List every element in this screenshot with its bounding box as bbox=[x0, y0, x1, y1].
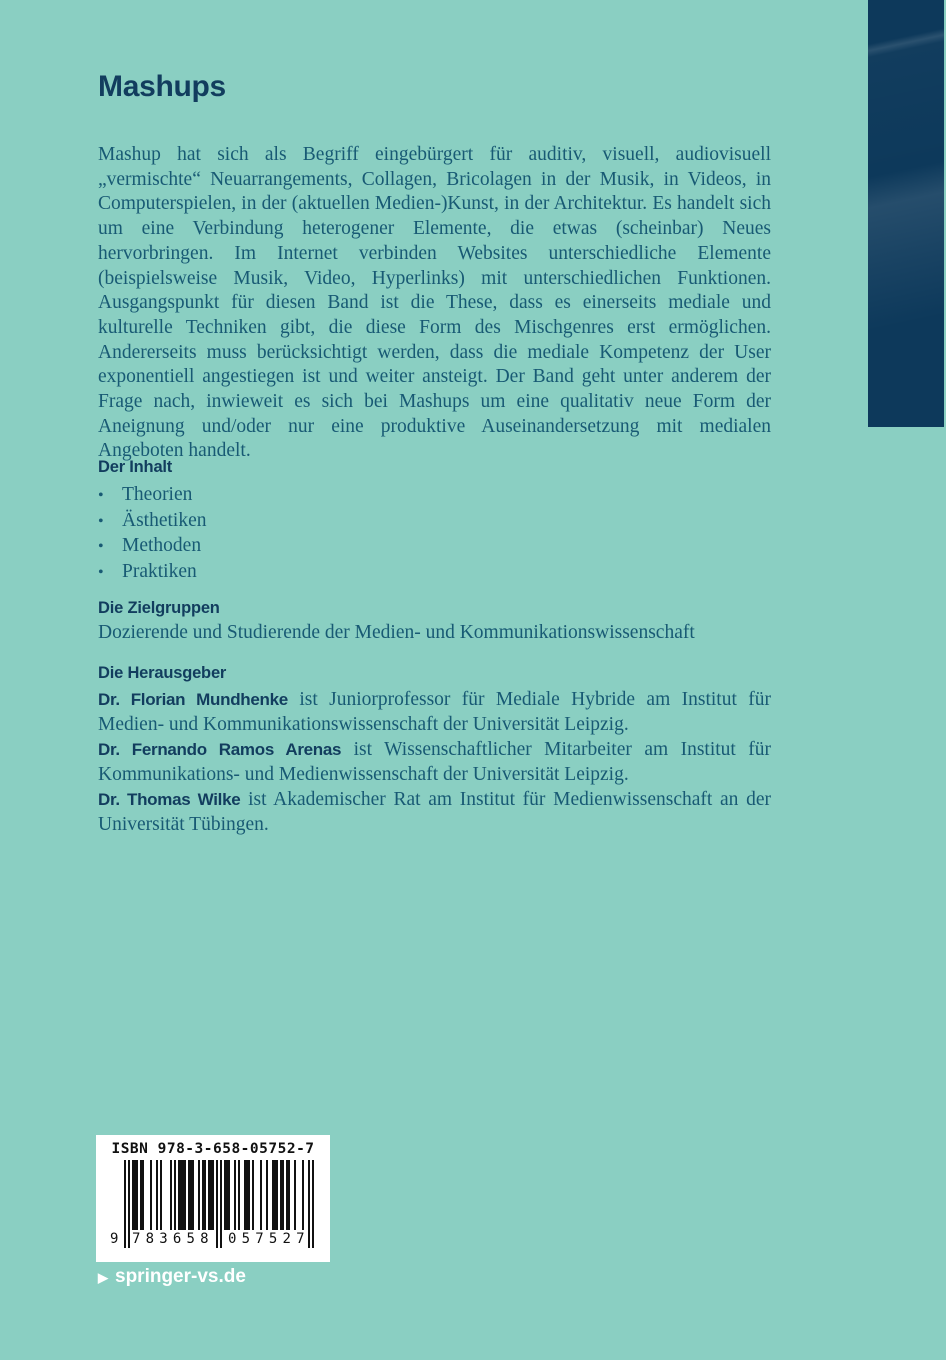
editor-entry bbox=[98, 737, 771, 787]
ean-digit-first: 9 bbox=[110, 1231, 119, 1247]
editor-name: Dr. Fernando Ramos Arenas bbox=[98, 740, 342, 759]
herausgeber-heading: Die Herausgeber bbox=[98, 664, 227, 682]
inhalt-heading: Der Inhalt bbox=[98, 458, 173, 476]
list-item-label: Ästhetiken bbox=[122, 509, 207, 531]
list-item-label: Theorien bbox=[122, 484, 193, 505]
intro-paragraph: Mashup hat sich als Begriff eingebürgert für auditiv, visuell, audiovisuell „vermischte“ Neuarrangements, Collagen, Bricolagen in der Musik, in Videos, in Computerspielen, in der (aktuellen Medien-)Kunst, in der Architektur. Es handelt sich um eine Verbindung heterogener Elemente, die etwas (scheinbar) Neues hervorbringen. Im Internet verbinden Websites unterschiedliche Elemente (beispielsweise Musik, Video, Hyperlinks) mit unterschiedlichen Funktionen. Ausgangspunkt für diesen Band ist die These, dass es einerseits mediale und kulturelle Techniken gibt, die diese Form des Mischgenres erst ermöglichen. Andererseits muss berücksichtigt werden, dass die mediale Kompetenz der User exponentiell angestiegen ist und weiter ansteigt. Der Band geht unter anderem der Frage nach, inwieweit es sich bei Mashups um eine qualitativ neue Form der Aneignung und/oder nur eine produktive Auseinandersetzung mit medialen Angeboten handelt. bbox=[98, 144, 771, 462]
arrow-right-icon: ▶ bbox=[98, 1269, 108, 1285]
editor-bio: ist Akademischer Rat am Institut für Medienwissenschaft an der Universität Tübingen. bbox=[98, 789, 772, 835]
zielgruppen-text: Dozierende und Studierende der Medien- und Kommunikationswissenschaft bbox=[98, 622, 695, 643]
bullet-icon: • bbox=[98, 512, 104, 530]
publisher-url: springer-vs.de bbox=[115, 1266, 246, 1287]
list-item-label: Methoden bbox=[122, 535, 202, 557]
ean-13-barcode bbox=[110, 1160, 316, 1253]
list-item bbox=[98, 483, 206, 509]
list-item bbox=[98, 534, 206, 560]
isbn-label: ISBN 978-3-658-05752-7 bbox=[111, 1141, 315, 1157]
editor-name: Dr. Florian Mundhenke bbox=[98, 690, 288, 709]
editor-bio: ist Wissenschaftlicher Mitarbeiter am Institut für Kommunikations- und Medienwissenschaft der Universität Leipzig. bbox=[98, 739, 772, 785]
publisher-url-line bbox=[98, 1266, 246, 1288]
bullet-icon: • bbox=[98, 538, 104, 556]
editor-entry bbox=[98, 787, 771, 837]
zielgruppen-heading: Die Zielgruppen bbox=[98, 599, 220, 617]
ean-digit-group-left: 783658 bbox=[132, 1231, 214, 1247]
inhalt-list bbox=[98, 483, 206, 586]
accent-bar bbox=[868, 0, 944, 427]
bullet-icon: • bbox=[98, 487, 104, 504]
list-item bbox=[98, 560, 206, 586]
list-item-label: Praktiken bbox=[122, 561, 197, 583]
ean-digit-group-right: 057527 bbox=[228, 1231, 310, 1247]
barcode bbox=[96, 1135, 330, 1262]
editor-bio: ist Juniorprofessor für Mediale Hybride am Institut für Medien- und Kommunikationswissenschaft der Universität Leipzig. bbox=[98, 689, 771, 735]
bullet-icon: • bbox=[98, 564, 104, 582]
page-title: Mashups bbox=[98, 70, 226, 103]
editor-entry bbox=[98, 687, 771, 737]
editor-name: Dr. Thomas Wilke bbox=[98, 790, 241, 809]
list-item bbox=[98, 509, 206, 535]
herausgeber-block bbox=[98, 687, 771, 837]
